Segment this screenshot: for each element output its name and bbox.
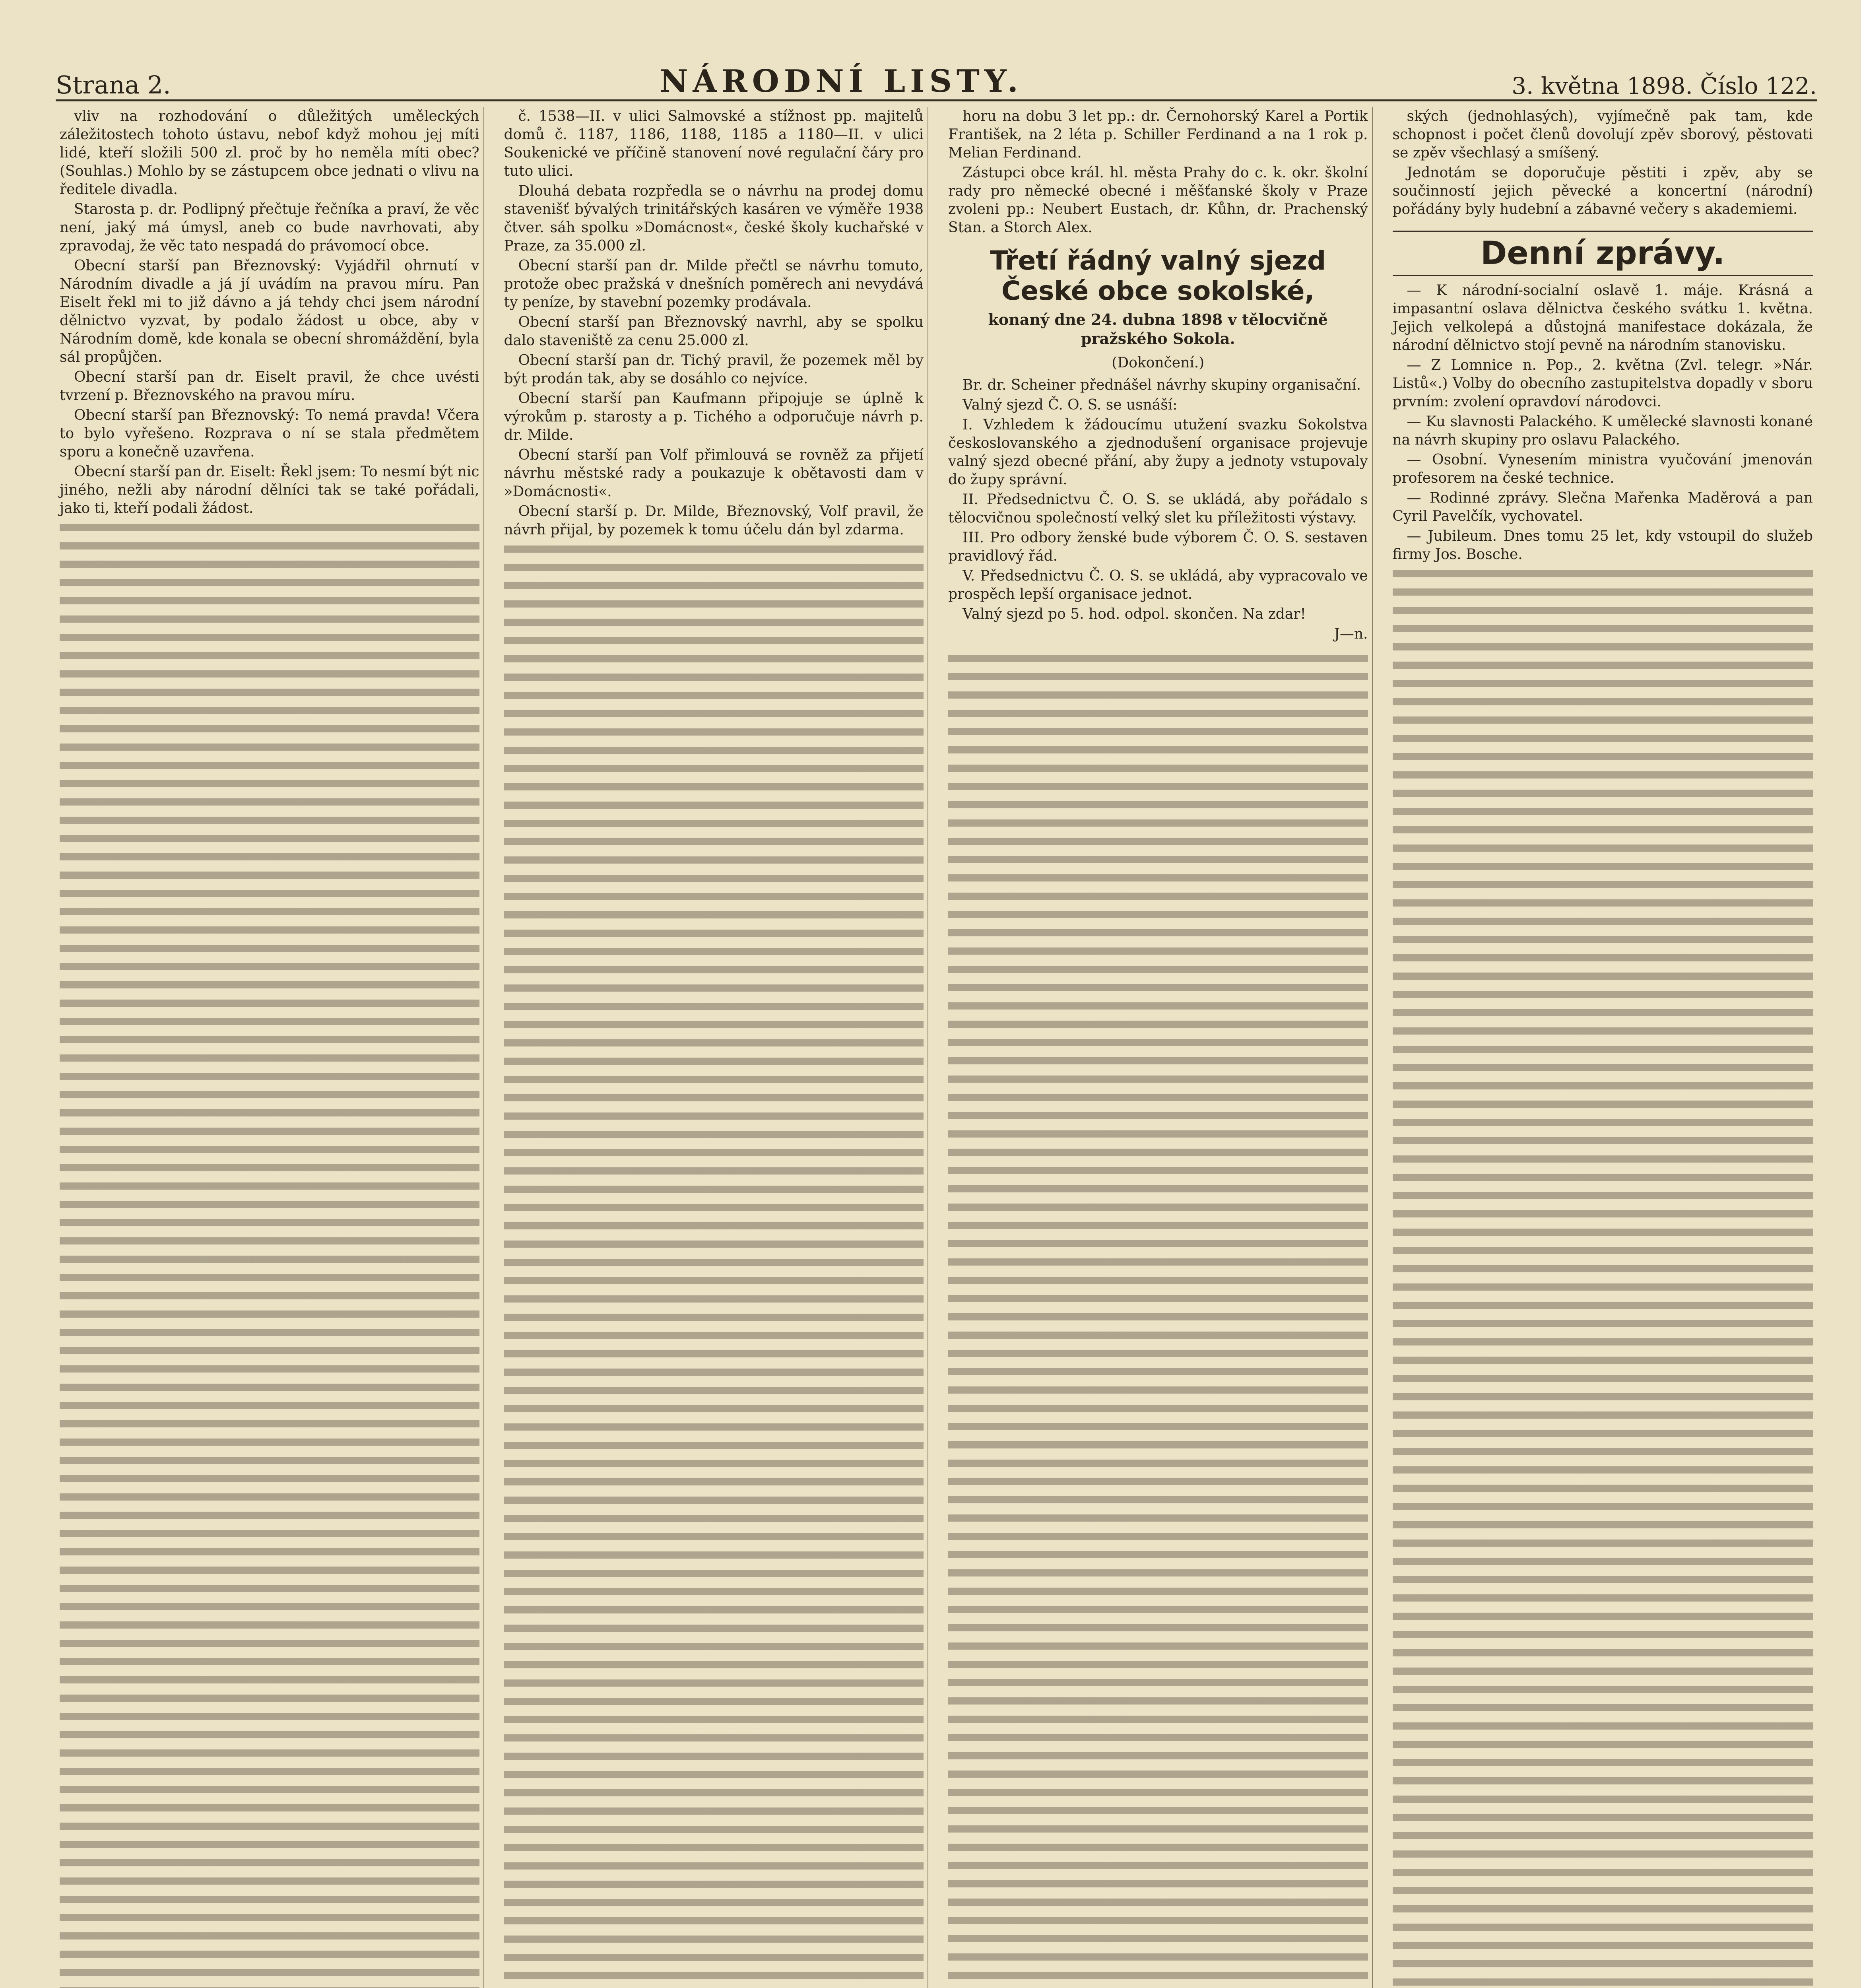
article-paragraph: — Jubileum. Dnes tomu 25 let, kdy vstoupil do služeb firmy Jos. Bosche. bbox=[1392, 528, 1813, 563]
text-continuation bbox=[1393, 565, 1813, 1988]
issue-date: 3. května 1898. Číslo 122. bbox=[1512, 72, 1817, 99]
article-paragraph: Obecní starší pan Volf přimlouvá se rovněž za přijetí návrhu městské rady a poukazuje k obětavosti dam v »Domácnosti«. bbox=[504, 447, 924, 500]
article-paragraph: Obecní starší pan Březnovský: To nemá pravda! Včera to bylo vyřešeno. Rozprava o ní se stala předmětem sporu a konečně uzavřena. bbox=[60, 407, 479, 460]
article-paragraph: Obecní starší pan dr. Milde přečtl se návrhu tomuto, protože obec pražská v dnešních poměrech ani nevydává ty peníze, by stavební pozemky prodávala. bbox=[504, 258, 924, 311]
column-2 bbox=[500, 107, 929, 1988]
column-3 bbox=[944, 107, 1373, 1988]
article-paragraph: — Osobní. Vynesením ministra vyučování jmenován profesorem na české technice. bbox=[1392, 452, 1813, 486]
article-paragraph: Valný sjezd po 5. hod. odpol. skončen. Na zdar! bbox=[963, 606, 1306, 622]
column-4 bbox=[1389, 107, 1817, 1988]
article-paragraph: ských (jednohlasých), vyjímečně pak tam, kde schopnost i počet členů dovolují zpěv sborový, pěstovati se zpěv všechlasý a smíšený. bbox=[1392, 108, 1813, 161]
text-continuation bbox=[948, 650, 1368, 1988]
text-continuation bbox=[504, 541, 924, 1988]
article-paragraph: Br. dr. Scheiner přednášel návrhy skupiny organisační. bbox=[963, 377, 1361, 393]
article-paragraph: horu na dobu 3 let pp.: dr. Černohorský Karel a Portik František, na 2 léta p. Schiller Ferdinand a na 1 rok p. Melian Ferdinand. bbox=[948, 108, 1368, 161]
columns bbox=[56, 107, 1817, 1988]
masthead bbox=[56, 64, 1817, 101]
article-paragraph: — Rodinné zprávy. Slečna Mařenka Maděrová a pan Cyril Pavelčík, vychovatel. bbox=[1392, 490, 1813, 524]
article-paragraph: Obecní starší pan Březnovský navrhl, aby se spolku dalo staveniště za cenu 25.000 zl. bbox=[504, 314, 924, 349]
article-paragraph: — Ku slavnosti Palackého. K umělecké slavnosti konané na návrh skupiny pro oslavu Palackého. bbox=[1392, 414, 1813, 448]
article-subhead: konaný dne 24. dubna 1898 v tělocvičně pražského Sokola. bbox=[988, 311, 1328, 348]
article-paragraph: V. Předsednictvu Č. O. S. se ukládá, aby vypracovalo ve prospěch lepší organisace jednot. bbox=[948, 568, 1368, 602]
article-signature: J—n. bbox=[1334, 626, 1368, 642]
article-paragraph: Obecní starší pan dr. Eiselt pravil, že chce uvésti tvrzení p. Březnovského na pravou míru. bbox=[60, 369, 479, 404]
article-paragraph: Zástupci obce král. hl. města Prahy do c. k. okr. školní rady pro německé obecné i měšťanské školy v Praze zvoleni pp.: Neubert Eustach, dr. Kůhn, dr. Prachenský Stan. a Storch Alex. bbox=[948, 165, 1368, 236]
article-paragraph: Obecní starší p. Dr. Milde, Březnovský, Volf pravil, že návrh přijal, by pozemek k tomu účelu dán byl zdarma. bbox=[504, 503, 924, 538]
article-paragraph: Valný sjezd Č. O. S. se usnáší: bbox=[963, 397, 1178, 413]
article-paragraph: Obecní starší pan Kaufmann připojuje se úplně k výrokům p. starosty a p. Tichého a odporučuje návrh p. dr. Milde. bbox=[504, 390, 924, 443]
article-paragraph: vliv na rozhodování o důležitých uměleckých záležitostech tohoto ústavu, nebof když mohou jej míti lidé, kteří složili 500 zl. proč by ho neměla míti obec? (Souhlas.) Mohlo by se zástupcem obce jednati o vlivu na ředitele divadla. bbox=[60, 108, 479, 198]
article-paragraph: Obecní starší pan Březnovský: Vyjádřil ohrnutí v Národním divadle a já jí uvádím na pravou míru. Pan Eiselt řekl mi to již dávno a já tehdy chci jsem národní dělnictvo vyzvat, by podalo žádost u obce, aby v Národním domě, kde konala se obecní shromáždění, byla sál propůjčen. bbox=[60, 258, 479, 365]
text-continuation bbox=[60, 519, 479, 1988]
column-1 bbox=[56, 107, 484, 1988]
article-paragraph: Starosta p. dr. Podlipný přečtuje řečníka a praví, že věc není, jaký má úmysl, aneb co bude navrhovati, aby zpravodaj, že věc tato nespadá do právomocí obce. bbox=[60, 201, 479, 254]
article-byline: (Dokončení.) bbox=[1112, 355, 1205, 371]
article-paragraph: II. Předsednictvu Č. O. S. se ukládá, aby pořádalo s tělocvičnou společností velký slet ku příležitosti výstavy. bbox=[948, 491, 1368, 526]
article-paragraph: — Z Lomnice n. Pop., 2. května (Zvl. telegr. »Nár. Listů«.) Volby do obecního zastupitelstva dopadly v sboru prvním: zvolení opravdoví národovci. bbox=[1392, 357, 1813, 410]
section-title: Denní zprávy. bbox=[1393, 231, 1813, 276]
article-headline: Třetí řádný valný sjezd České obce sokolské, bbox=[990, 245, 1326, 306]
article-paragraph: III. Pro odbory ženské bude výborem Č. O. S. sestaven pravidlový řád. bbox=[948, 530, 1368, 564]
article-paragraph: Obecní starší pan dr. Eiselt: Řekl jsem: To nesmí být nic jiného, nežli aby národní dělníci tak se také pořádali, jako ti, kteří podali žádost. bbox=[60, 464, 479, 516]
article-paragraph: I. Vzhledem k žádoucímu utužení svazku Sokolstva českoslovanského a zjednodušení organisace projevuje valný sjezd obecné přání, aby župy a jednoty vstupovaly do župy správní. bbox=[948, 417, 1368, 488]
article-paragraph: Jednotám se doporučuje pěstiti i zpěv, aby se součinností jejich pěvecké a koncertní (národní) pořádány byly hudební a zábavné večery s akademiemi. bbox=[1392, 165, 1813, 217]
article-paragraph: Dlouhá debata rozpředla se o návrhu na prodej domu stavenišť bývalých trinitářských kasáren ve výměře 1938 čtver. sáh spolku »Domácnost«, české školy kuchařské v Praze, za 35.000 zl. bbox=[504, 183, 924, 254]
article-paragraph: č. 1538—II. v ulici Salmovské a stížnost pp. majitelů domů č. 1187, 1186, 1188, 1185 a 1180—II. v ulici Soukenické ve příčině stanovení nové regulační čáry pro tuto ulici. bbox=[504, 108, 924, 179]
page-number: Strana 2. bbox=[56, 70, 171, 99]
article-paragraph: — K národní-socialní oslavě 1. máje. Krásná a impasantní oslava dělnictva českého svátku 1. května. Jejich velkolepá a důstojná manifestace dokázala, že národní dělnictvo stojí pevně na národním stanovisku. bbox=[1392, 282, 1813, 353]
newspaper-title: NÁRODNÍ LISTY. bbox=[660, 63, 1023, 99]
article-paragraph: Obecní starší pan dr. Tichý pravil, že pozemek měl by být prodán tak, aby se dosáhlo co nejvíce. bbox=[504, 352, 924, 387]
